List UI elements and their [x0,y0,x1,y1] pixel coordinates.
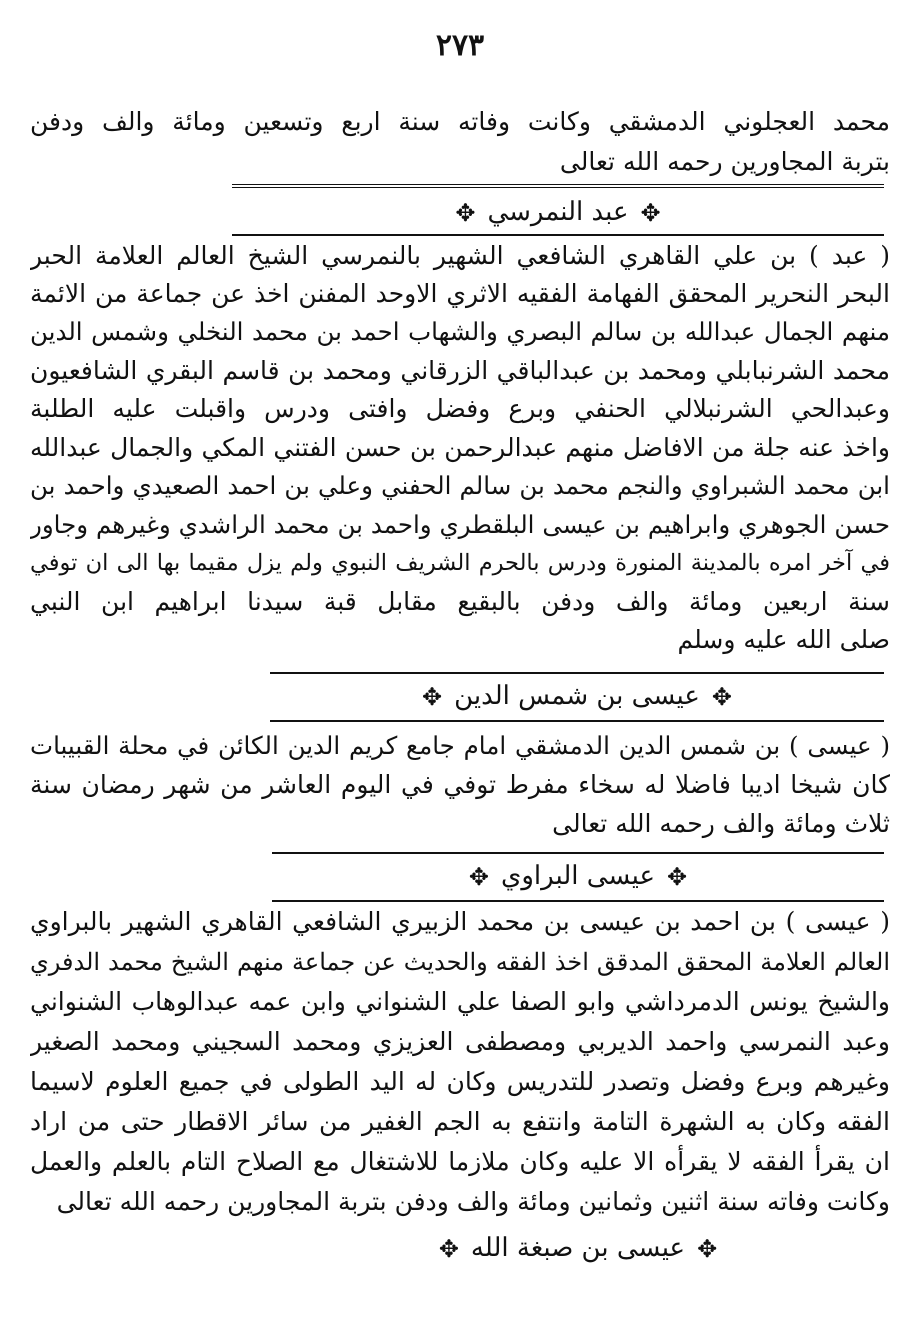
section-rule [270,672,884,674]
text-line: وعبدالحي الشرنبلالي الحنفي وبرع وفضل وافتى ودرس واقبلت عليه الطلبة [30,394,890,423]
page-number: ٢٧٣ [435,28,485,63]
section-rule [232,184,884,188]
text-line: ثلاث ومائة والف رحمه الله تعالى [552,809,890,838]
text-line: ( عيسى ) بن احمد بن عيسى بن محمد الزبيري الشافعي القاهري الشهير بالبراوي [30,907,890,936]
section-heading [232,192,884,233]
text-line: البحر النحرير المحقق الفهامة الفقيه الاثري الاوحد المفنن اخذ عن جماعة من الائمة [30,279,890,308]
text-line: وعبد النمرسي واحمد الديربي ومصطفى العزيزي ومحمد السجيني ومحمد الصغير [30,1027,890,1056]
ornament-icon: ✥ [666,863,688,891]
text-line: وكانت وفاته سنة اثنين وثمانين ومائة والف ودفن بتربة المجاورين رحمه الله تعالى [56,1187,890,1216]
ornament-icon: ✥ [438,1235,459,1263]
text-line: في آخر امره بالمدينة المنورة ودرس بالحرم الشريف النبوي ولم يزل مقيما بها الى ان توفي [30,550,890,576]
text-line: ( عيسى ) بن شمس الدين الدمشقي امام جامع كريم الدين الكائن في محلة القبيبات [30,731,890,760]
ornament-icon: ✥ [640,199,661,227]
text-line: حسن الجوهري وابراهيم بن عيسى البلقطري واحمد بن محمد الراشدي وغيرهم وجاور [30,510,890,539]
text-line: واخذ عنه جلة من الافاضل منهم عبدالرحمن بن حسن الفتني المكي والجمال عبدالله [30,433,890,462]
section-title: عيسى بن شمس الدين [454,681,700,711]
text-line: ان يقرأ الفقه لا يقرأه الا عليه وكان ملازما للاشتغال مع الصلاح التام بالعلم والعمل [30,1147,890,1176]
text-line: بتربة المجاورين رحمه الله تعالى [559,147,890,176]
section-heading [272,856,884,897]
text-line: العالم العلامة المحقق المدقق اخذ الفقه والحديث عن جماعة منهم الشيخ محمد الدفري [30,948,890,976]
text-line: والشيخ يونس الدمرداشي وابو الصفا علي الشنواني وابن عمه عبدالوهاب الشنواني [30,987,890,1016]
section-title: عيسى بن صبغة الله [470,1233,686,1263]
text-line: سنة اربعين ومائة والف ودفن بالبقيع مقابل قبة سيدنا ابراهيم ابن النبي [30,587,890,616]
text-line: منهم الجمال عبدالله بن سالم البصري والشهاب احمد بن محمد النخلي وشمس الدين [30,317,890,346]
ornament-icon: ✥ [711,683,733,711]
text-line: صلى الله عليه وسلم [677,625,890,654]
text-line: وغيرهم وبرع وفضل وتصدر للتدريس وكان له اليد الطولى في جميع العلوم لاسيما [30,1067,890,1096]
section-title: عيسى البراوي [501,861,655,891]
section-title: عبد النمرسي [487,197,629,227]
text-line: محمد العجلوني الدمشقي وكانت وفاته سنة اربع وتسعين ومائة والف ودفن [30,107,890,136]
section-heading [270,676,884,717]
section-rule [270,720,884,722]
text-line: الفقه وكان به الشهرة التامة وانتفع به الجم الغفير من سائر الاقطار حتى من اراد [30,1107,890,1136]
text-line: ( عبد ) بن علي القاهري الشافعي الشهير بالنمرسي الشيخ العالم العلامة الحبر [30,241,890,270]
text-line: محمد الشرنبابلي ومحمد بن عبدالباقي الزرقاني ومحمد بن قاسم البقري الشافعيون [30,356,890,385]
ornament-icon: ✥ [421,683,443,711]
ornament-icon: ✥ [697,1235,718,1263]
section-rule [272,852,884,854]
section-heading [272,1228,884,1269]
text-line: ابن محمد الشبراوي والنجم محمد بن سالم الحفني وعلي بن احمد الصعيدي واحمد بن [30,471,890,500]
text-line: كان شيخا اديبا فاضلا له سخاء مفرط توفي في اليوم العاشر من شهر رمضان سنة [30,770,890,799]
ornament-icon: ✥ [455,199,476,227]
ornament-icon: ✥ [468,863,490,891]
